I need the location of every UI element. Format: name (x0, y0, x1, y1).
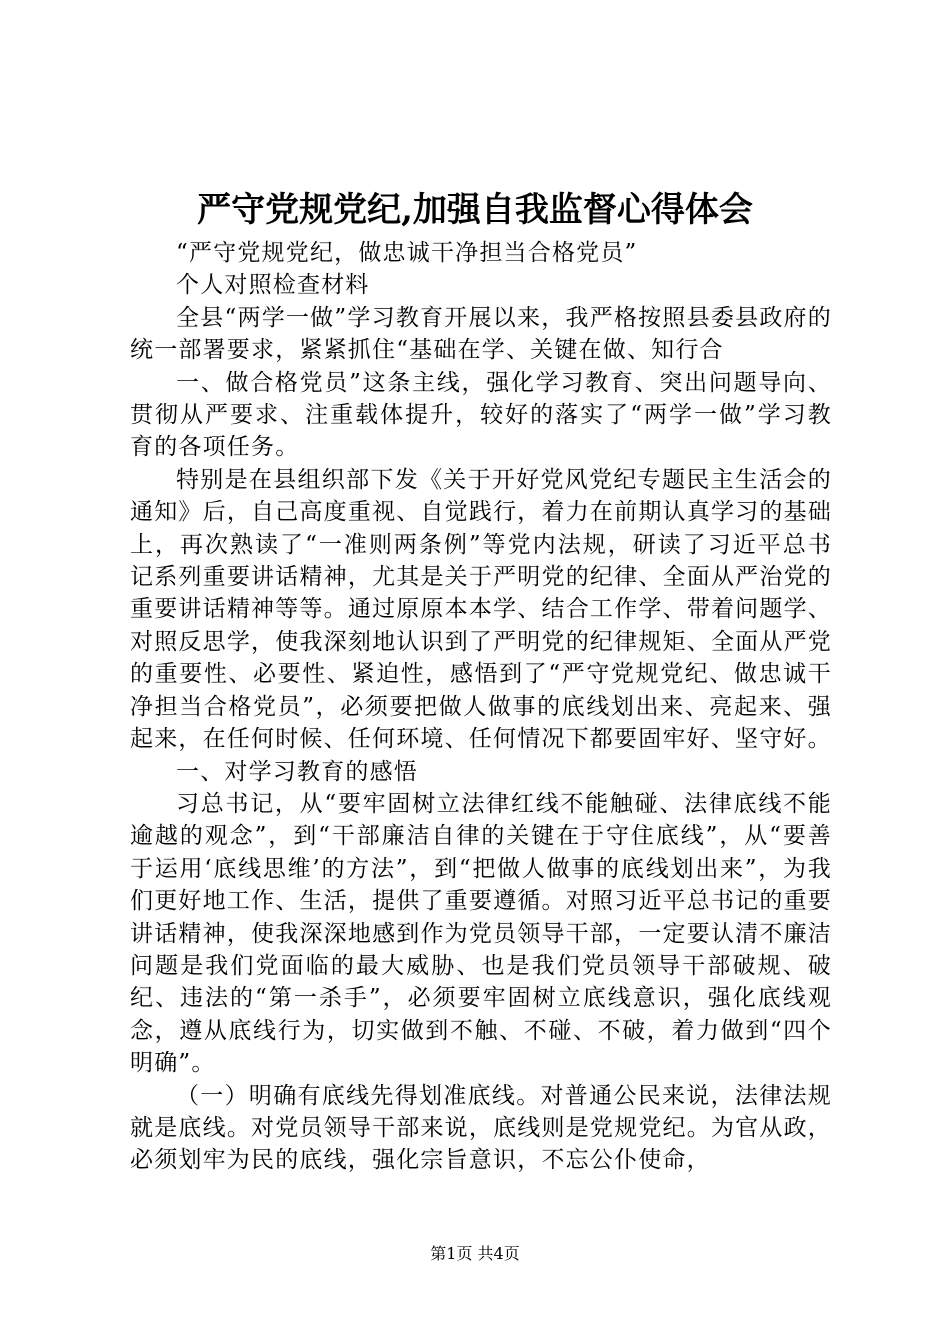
page-footer: 第1页 共4页 (430, 1244, 520, 1263)
section-heading-1: 一、对学习教育的感悟 (176, 758, 418, 785)
paragraph-subtitle: “严守党规党纪，做忠诚干净担当合格党员” (176, 240, 638, 266)
paragraph-main-line: 一、做合格党员”这条主线，强化学习教育、突出问题导向、贯彻从严要求、注重载体提升，较好的落实了“两学一做”学习教育的各项任务。 (130, 369, 832, 461)
paragraph-xi-speech: 习总书记，从“要牢固树立法律红线不能触碰、法律底线不能逾越的观念”，到“干部廉洁自律的关键在于守住底线”，从“要善于运用‘底线思维’的方法”，到“把做人做事的底线划出来”，为我们更好地工作、生活，提供了重要遵循。对照习近平总书记的重要讲话精神，使我深深地感到作为党员领导干部，一定要认清不廉洁问题是我们党面临的最大威胁、也是我们党员领导干部破规、破纪、违法的“第一杀手”，必须要牢固树立底线意识，强化底线观念，遵从底线行为，切实做到不触、不碰、不破，着力做到“四个明确”。 (130, 790, 832, 1077)
paragraph-material-label: 个人对照检查材料 (176, 272, 370, 299)
paragraph-study: 特别是在县组织部下发《关于开好党风党纪专题民主生活会的通知》后，自己高度重视、自觉践行，着力在前期认真学习的基础上，再次熟读了“一准则两条例”等党内法规，研读了习近平总书记系列重要讲话精神，尤其是关于严明党的纪律、全面从严治党的重要讲话精神等等。通过原原本本学、结合工作学、带着问题学、对照反思学，使我深刻地认识到了严明党的纪律规矩、全面从严党的重要性、必要性、紧迫性，感悟到了“严守党规党纪、做忠诚干净担当合格党员”，必须要把做人做事的底线划出来、亮起来、强起来，在任何时候、任何环境、任何情况下都要固牢好、坚守好。 (130, 466, 832, 753)
document-title: 严守党规党纪,加强自我监督心得体会 (197, 190, 753, 230)
paragraph-intro: 全县“两学一做”学习教育开展以来，我严格按照县委县政府的统一部署要求，紧紧抓住“基础在学、关键在做、知行合 (130, 304, 832, 364)
paragraph-bottom-line: （一）明确有底线先得划准底线。对普通公民来说，法律法规就是底线。对党员领导干部来说，底线则是党规党纪。为官从政，必须划牢为民的底线，强化宗旨意识，不忘公仆使命， (130, 1082, 832, 1174)
document-body (130, 237, 832, 1177)
